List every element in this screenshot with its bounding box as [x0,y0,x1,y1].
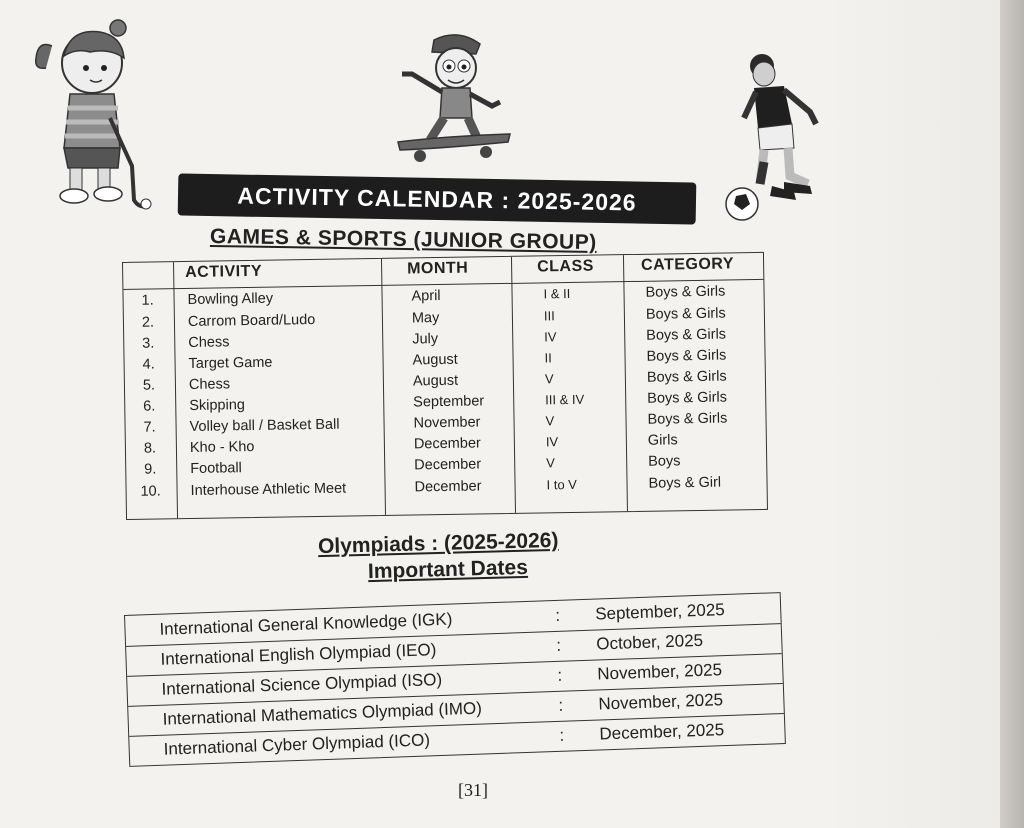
row-month: December [414,456,482,474]
olympiad-name: International Science Olympiad (ISO) [161,669,443,699]
olympiad-separator: : [557,665,563,685]
olympiad-separator: : [558,695,564,715]
row-month: August [412,372,459,390]
row-number: 7. [143,419,156,436]
row-number: 6. [143,398,156,415]
row-class: I & II [543,285,571,302]
row-month: April [411,288,441,305]
olympiads-title: Olympiads : (2025-2026) [317,528,559,559]
row-number: 4. [142,356,155,373]
row-activity: Interhouse Athletic Meet [190,480,347,499]
olympiad-date: December, 2025 [599,720,725,744]
row-activity: Chess [188,334,230,351]
olympiad-separator: : [555,635,562,655]
row-number: 3. [142,335,155,352]
row-category: Boys & Girls [646,347,727,365]
page-binding-shadow [1000,0,1024,828]
row-number: 1. [141,292,154,309]
row-activity: Bowling Alley [187,290,274,308]
important-dates-title: Important Dates [367,555,529,584]
row-month: December [414,478,482,496]
row-activity: Chess [188,376,231,393]
olympiad-date: November, 2025 [598,690,724,714]
row-class: IV [544,329,557,345]
row-category: Boys [648,453,681,470]
row-activity: Football [190,460,242,477]
olympiad-separator: : [554,605,561,625]
row-activity: Carrom Board/Ludo [187,311,316,330]
page-edge-shade [820,0,1000,828]
row-class: II [544,350,552,366]
row-activity: Skipping [189,397,246,414]
girl-hockey-illustration [30,18,155,213]
row-category: Boys & Girls [647,410,728,428]
row-class: III & IV [545,391,585,408]
row-category: Girls [647,432,678,449]
row-number: 8. [143,440,157,457]
row-month: November [413,414,481,432]
olympiad-date: November, 2025 [597,660,723,684]
row-number: 9. [144,461,157,478]
boy-skateboard-illustration [388,30,518,170]
row-month: May [411,310,440,327]
row-class: I to V [546,476,578,493]
row-number: 2. [141,314,155,331]
header-class: CLASS [536,257,594,276]
row-month: December [413,435,481,453]
page-number: [31] [458,780,488,800]
olympiad-name: International Cyber Olympiad (ICO) [163,730,431,759]
row-category: Boys & Girls [647,389,728,407]
row-activity: Volley ball / Basket Ball [189,416,340,435]
activity-calendar-banner [178,173,697,224]
boy-football-illustration [718,52,828,222]
header-category: CATEGORY [640,255,735,274]
row-month: July [412,331,439,348]
olympiads-table [124,592,786,767]
activities-table [122,252,768,520]
row-activity: Kho - Kho [189,438,255,456]
row-month: August [412,351,458,369]
row-class: V [544,371,554,387]
olympiad-date: September, 2025 [594,600,725,624]
olympiad-name: International Mathematics Olympiad (IMO) [162,698,483,729]
olympiad-name: International English Olympiad (IEO) [160,640,437,669]
row-number: 10. [140,483,161,500]
row-month: September [413,393,485,411]
row-category: Boys & Girls [646,326,727,344]
header-activity: ACTIVITY [185,262,263,282]
row-category: Boys & Girl [648,474,722,492]
olympiad-name: International General Knowledge (IGK) [159,609,453,639]
row-number: 5. [142,377,156,394]
olympiad-separator: : [559,725,565,745]
row-category: Boys & Girls [645,283,726,301]
row-class: IV [545,434,559,450]
row-category: Boys & Girls [645,305,726,323]
row-class: V [545,413,555,429]
row-activity: Target Game [188,354,273,372]
row-category: Boys & Girls [646,368,727,386]
olympiad-date: October, 2025 [595,630,704,654]
games-sports-title: GAMES & SPORTS (JUNIOR GROUP) [209,224,597,255]
row-class: V [546,455,555,471]
row-class: III [543,308,555,324]
header-month: MONTH [407,259,469,278]
banner-title: ACTIVITY CALENDAR : 2025-2026 [237,182,637,215]
